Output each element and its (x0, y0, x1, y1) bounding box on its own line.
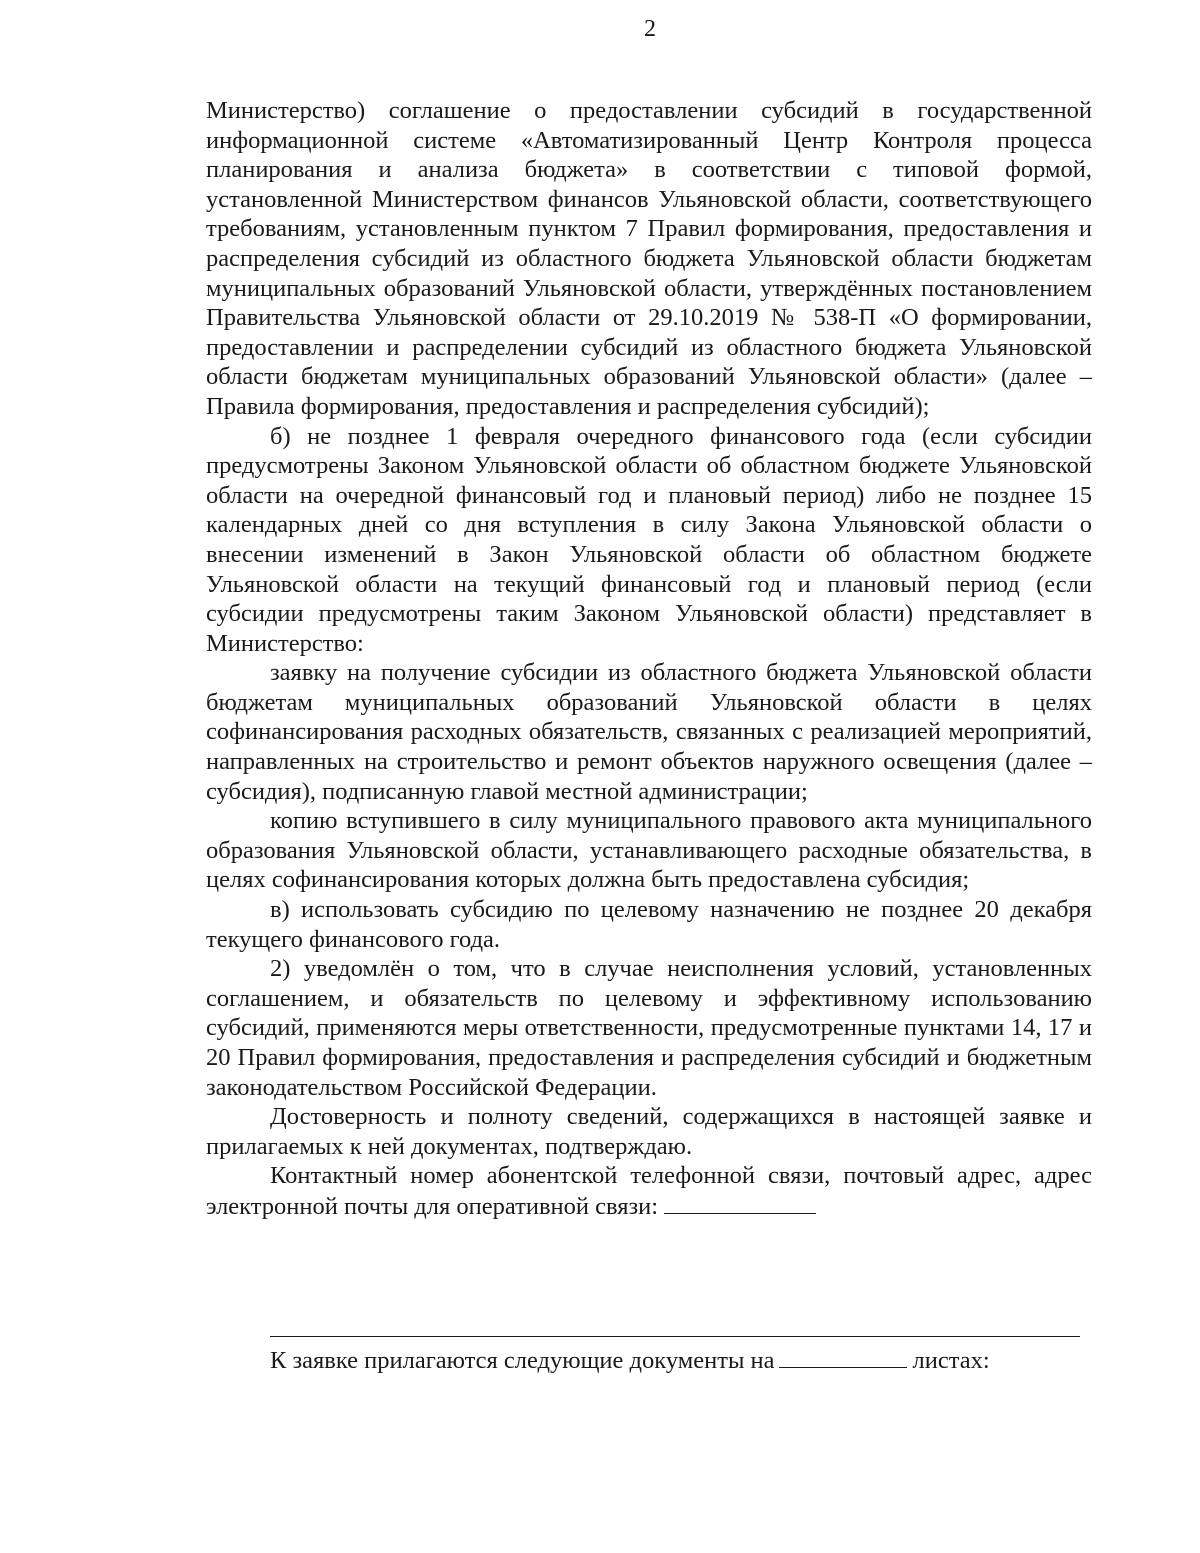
paragraph-agreement: Министерство) соглашение о предоставлении субсидий в государственной информационной системе «Автоматизированный Центр Контроля процесса планирования и анализа бюджета» в соответствии с типовой формой, установленной Министерством финансов Ульяновской области, соответствующего требованиям, установленным пунктом 7 Правил формирования, предоставления и распределения субсидий из областного бюджета Ульяновской области бюджетам муниципальных образований Ульяновской области, утверждённых постановлением Правительства Ульяновской области от 29.10.2019 № 538-П «О формировании, предоставлении и распределении субсидий из областного бюджета Ульяновской области бюджетам муниципальных образований Ульяновской области» (далее – Правила формирования, предоставления и распределения субсидий); (206, 97, 1092, 420)
paragraph-legal-act-copy: копию вступившего в силу муниципального правового акта муниципального образования Ульяновской области, устанавливающего расходные обязательства, в целях софинансирования которых должна быть предоставлена субсидия; (206, 807, 1092, 894)
paragraph-b-deadline: б) не позднее 1 февраля очередного финансового года (если субсидии предусмотрены Законом Ульяновской области об областном бюджете Ульяновской области на очередной финансовый год и плановый период) либо не позднее 15 календарных дней со дня вступления в силу Закона Ульяновской области о внесении изменений в Закон Ульяновской области об областном бюджете Ульяновской области на текущий финансовый год и плановый период (если субсидии предусмотрены таким Законом Ульяновской области) представляет в Министерство: (206, 422, 1092, 657)
document-body (206, 96, 1092, 1222)
contacts-blank-field[interactable] (664, 1191, 816, 1214)
page-number: 2 (644, 16, 656, 42)
paragraph-application: заявку на получение субсидии из областного бюджета Ульяновской области бюджетам муниципальных образований Ульяновской области в целях софинансирования расходных обязательств, связанных с реализацией мероприятий, направленных на строительство и ремонт объектов наружного освещения (далее – субсидия), подписанную главой местной администрации; (206, 659, 1092, 805)
contacts-label: Контактный номер абонентской телефонной связи, почтовый адрес, адрес электронной почты для оперативной связи: (206, 1162, 1092, 1220)
separator-line (270, 1336, 1080, 1337)
attachments-label: К заявке прилагаются следующие документы на (270, 1347, 775, 1374)
paragraph-v-use-subsidy: в) использовать субсидию по целевому назначению не позднее 20 декабря текущего финансового года. (206, 896, 1092, 953)
attachments-line (270, 1345, 990, 1376)
paragraph-contacts (206, 1161, 1092, 1221)
paragraph-2-notified: 2) уведомлён о том, что в случае неисполнения условий, установленных соглашением, и обязательств по целевому и эффективному использованию субсидий, применяются меры ответственности, предусмотренные пунктами 14, 17 и 20 Правил формирования, предоставления и распределения субсидий и бюджетным законодательством Российской Федерации. (206, 955, 1092, 1101)
attachments-sheets-label: листах: (912, 1347, 990, 1374)
paragraph-confirmation: Достоверность и полноту сведений, содержащихся в настоящей заявке и прилагаемых к ней документах, подтверждаю. (206, 1103, 1092, 1160)
sheets-count-blank-field[interactable] (779, 1345, 907, 1368)
